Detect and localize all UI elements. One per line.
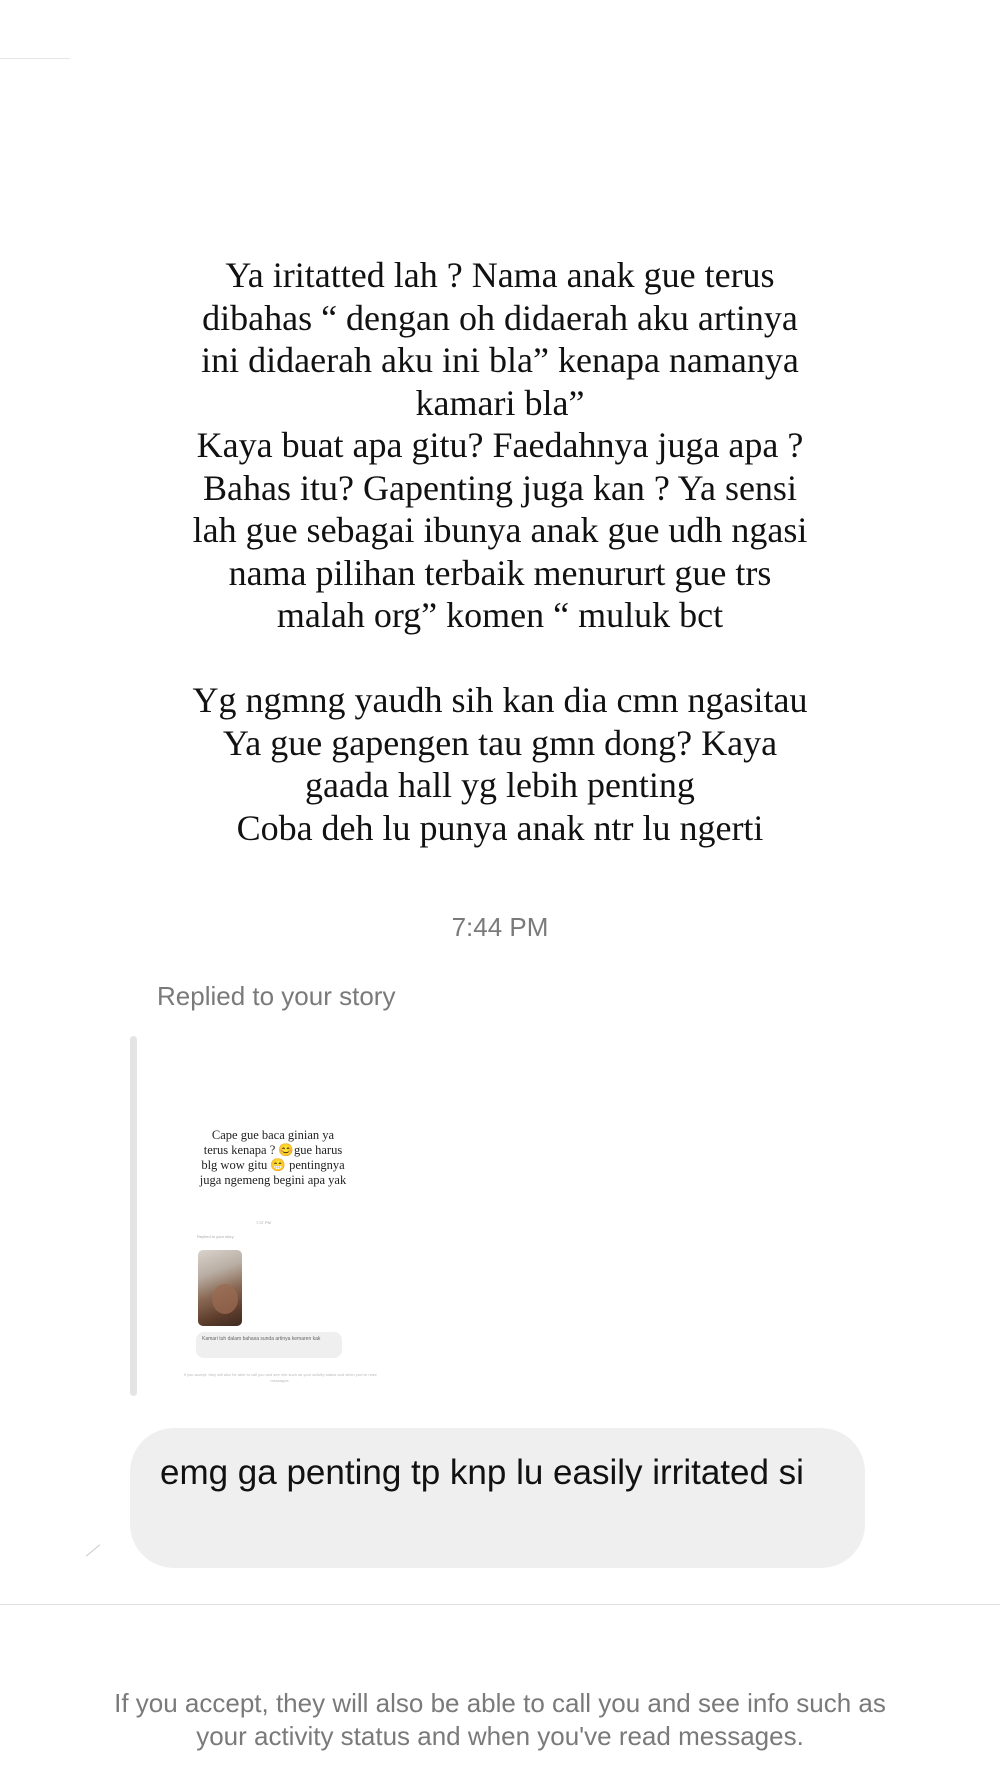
thumbnail-replied-label: Replied to your story <box>197 1234 234 1239</box>
scroll-indicator <box>86 1544 100 1556</box>
footer-divider <box>0 1604 1000 1605</box>
accept-info-text: If you accept, they will also be able to call you and see info such as your activity status and when you've read messages. <box>114 1688 886 1751</box>
story-text: Ya iritatted lah ? Nama anak gue terus dibahas “ dengan oh didaerah aku artinya ini didaerah aku ini bla” kenapa namanya kamari bla” Kaya buat apa gitu? Faedahnya juga apa ? Bahas itu? Gapenting juga kan ? Ya sensi lah gue sebagai ibunya anak gue udh ngasi nama pilihan terbaik menururt gue trs malah org” komen “ muluk bct Yg ngmng yaudh sih kan dia cmn ngasitau Ya gue gapengen tau gmn dong? Kaya gaada hall yg lebih penting Coba deh lu punya anak ntr lu ngerti <box>192 255 808 848</box>
message-bubble[interactable]: emg ga penting tp knp lu easily irritated si <box>130 1428 865 1568</box>
thumbnail-footer-text: If you accept, they will also be able to call you and see info such as your activity status and when you've read messages. <box>183 1372 377 1383</box>
thumbnail-story-text: Cape gue baca ginian ya terus kenapa ? 😊gue harus blg wow gitu 😁 pentingnya juga ngemeng begini apa yak <box>199 1128 347 1187</box>
replied-to-story-label: Replied to your story <box>157 981 396 1011</box>
message-timestamp: 7:44 PM <box>451 912 549 942</box>
thumbnail-message-bubble: Kamari tuh dalam bahasa sunda artinya kemaren kak <box>196 1332 342 1358</box>
reply-quote-bar <box>130 1036 137 1396</box>
story-thumbnail[interactable] <box>160 1040 400 1400</box>
thumbnail-timestamp: 7:37 PM <box>256 1220 271 1225</box>
thumbnail-photo <box>198 1250 242 1326</box>
top-divider <box>0 58 70 59</box>
